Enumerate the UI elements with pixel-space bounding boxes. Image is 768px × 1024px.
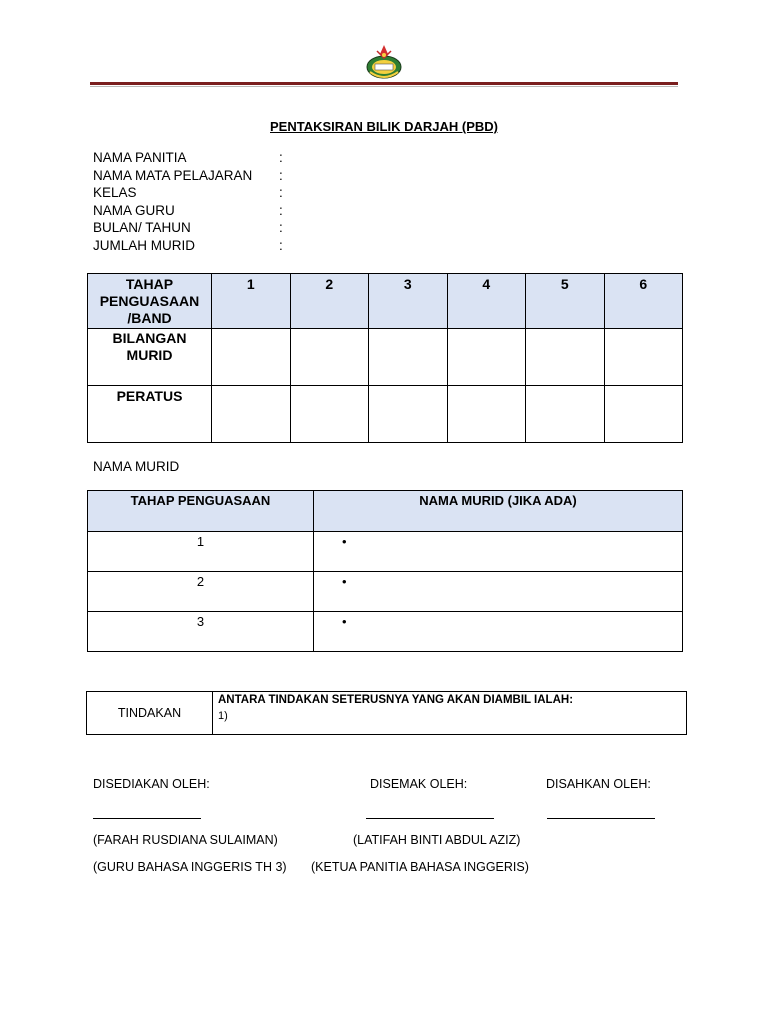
- approved-signature-line: [547, 818, 655, 819]
- band-header-6: 6: [604, 274, 683, 329]
- info-row-mata-pelajaran: NAMA MATA PELAJARAN :: [93, 167, 283, 183]
- band-cell: [526, 329, 605, 386]
- tindakan-content: [213, 692, 687, 735]
- murid-name-cell: [314, 612, 683, 652]
- tindakan-row: [87, 692, 687, 735]
- approved-by-label: DISAHKAN OLEH:: [546, 777, 651, 791]
- table-row: [88, 612, 683, 652]
- band-table: [87, 273, 683, 443]
- murid-header-nama: NAMA MURID (JIKA ADA): [314, 491, 683, 532]
- murid-name-cell: [314, 532, 683, 572]
- checked-by-label: DISEMAK OLEH:: [370, 777, 468, 791]
- info-row-kelas: KELAS :: [93, 185, 283, 201]
- band-cell: [604, 386, 683, 443]
- prepared-by-role: (GURU BAHASA INGGERIS TH 3): [93, 860, 287, 874]
- band-header-3: 3: [369, 274, 448, 329]
- bullet-icon: •: [342, 614, 347, 629]
- band-cell: [526, 386, 605, 443]
- header-rule-thin: [90, 86, 678, 87]
- murid-name-cell: [314, 572, 683, 612]
- band-cell: [604, 329, 683, 386]
- tindakan-item: 1): [218, 710, 228, 722]
- page-title: PENTAKSIRAN BILIK DARJAH (PBD): [270, 119, 498, 134]
- band-row-label: BILANGAN MURID: [88, 329, 212, 386]
- prepared-signature-line: [93, 818, 201, 819]
- tindakan-question: ANTARA TINDAKAN SETERUSNYA YANG AKAN DIAMBIL IALAH:: [218, 694, 574, 706]
- band-cell: [369, 329, 448, 386]
- info-row-bulan-tahun: BULAN/ TAHUN :: [93, 220, 283, 236]
- band-header-2: 2: [290, 274, 369, 329]
- band-header-1: 1: [212, 274, 291, 329]
- murid-header-tahap: TAHAP PENGUASAAN: [88, 491, 314, 532]
- bullet-icon: •: [342, 534, 347, 549]
- band-header-label: TAHAP PENGUASAAN /BAND: [88, 274, 212, 329]
- info-fields: [93, 149, 283, 255]
- table-row: [88, 532, 683, 572]
- school-crest-logo: [364, 42, 404, 82]
- band-header-row: [88, 274, 683, 329]
- checked-signature-line: [366, 818, 494, 819]
- band-row-label: PERATUS: [88, 386, 212, 443]
- band-cell: [447, 386, 526, 443]
- band-cell: [447, 329, 526, 386]
- nama-murid-label: NAMA MURID: [93, 459, 180, 474]
- checked-by-name: (LATIFAH BINTI ABDUL AZIZ): [353, 833, 521, 847]
- prepared-by-label: DISEDIAKAN OLEH:: [93, 777, 210, 791]
- info-row-panitia: NAMA PANITIA :: [93, 150, 283, 165]
- murid-tahap-cell: 2: [88, 572, 314, 612]
- prepared-by-name: (FARAH RUSDIANA SULAIMAN): [93, 833, 278, 847]
- murid-tahap-cell: 1: [88, 532, 314, 572]
- band-row-peratus: [88, 386, 683, 443]
- table-row: [88, 572, 683, 612]
- band-cell: [369, 386, 448, 443]
- murid-header-row: [88, 491, 683, 532]
- band-cell: [212, 329, 291, 386]
- band-cell: [290, 386, 369, 443]
- band-header-5: 5: [526, 274, 605, 329]
- bullet-icon: •: [342, 574, 347, 589]
- band-header-4: 4: [447, 274, 526, 329]
- band-cell: [212, 386, 291, 443]
- band-cell: [290, 329, 369, 386]
- info-row-jumlah-murid: JUMLAH MURID :: [93, 237, 283, 253]
- band-row-bilangan: [88, 329, 683, 386]
- info-row-guru: NAMA GURU :: [93, 202, 283, 218]
- murid-tahap-cell: 3: [88, 612, 314, 652]
- header-rule: [90, 82, 678, 85]
- checked-by-role: (KETUA PANITIA BAHASA INGGERIS): [311, 860, 529, 874]
- tindakan-table: [86, 691, 687, 735]
- murid-table: [87, 490, 683, 652]
- tindakan-label: TINDAKAN: [87, 692, 213, 735]
